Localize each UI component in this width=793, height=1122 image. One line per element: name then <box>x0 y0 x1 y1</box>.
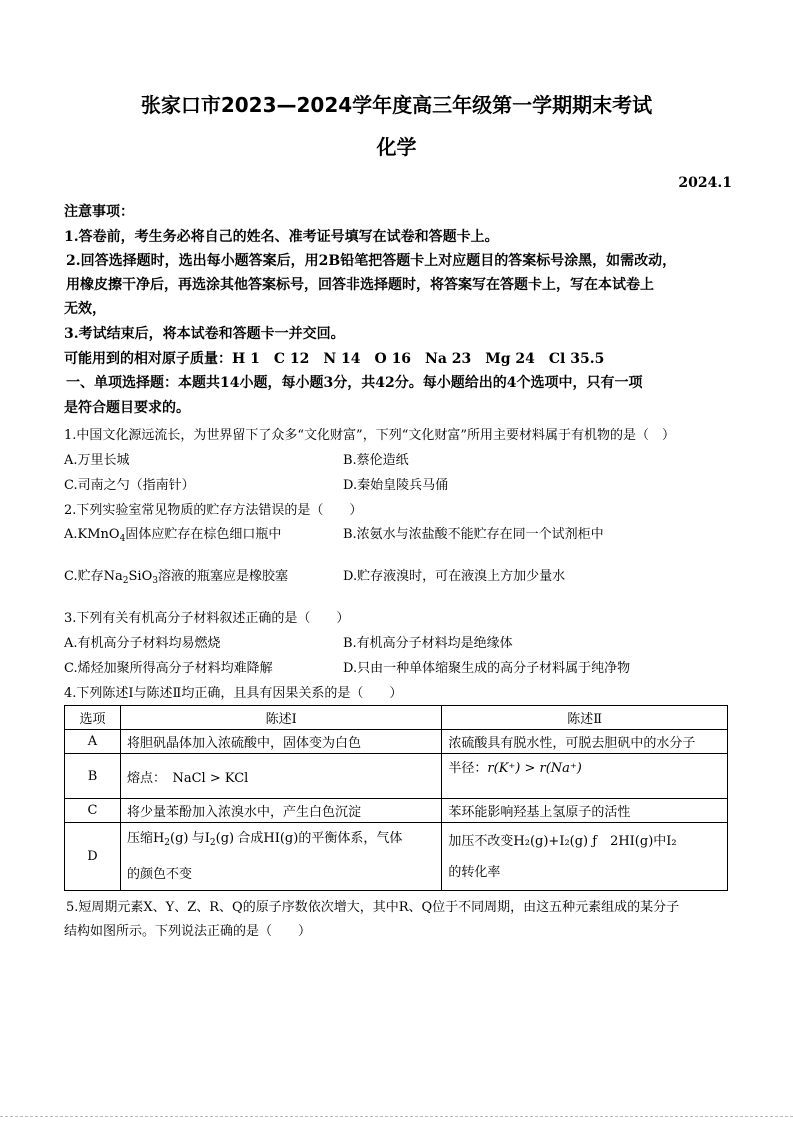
d-s1-formula-i: I <box>204 831 210 846</box>
q2-a-subscript: 4 <box>119 534 126 544</box>
note-2-line-3: 无效， <box>64 301 106 317</box>
d-s2-prefix: 加压不改变 <box>448 833 514 849</box>
q2-c-formula-2: SiO <box>128 569 153 584</box>
d-s1-synth: 合成 <box>237 831 264 846</box>
q4-table <box>64 705 728 891</box>
d-s1-state-1: (g) <box>170 831 189 846</box>
note-3: 3.考试结束后，将本试卷和答题卡一并交回。 <box>64 326 345 342</box>
notes-heading: 注意事项： <box>64 204 134 220</box>
d-s1-formula-h: H <box>152 831 165 846</box>
q4-stem: 4.下列陈述Ⅰ与陈述Ⅱ均正确，且具有因果关系的是（ ） <box>64 686 403 701</box>
q1-option-d: D.秦始皇陵兵马俑 <box>343 478 449 493</box>
exam-date: 2024.1 <box>678 175 732 191</box>
section-heading-line-2: 是符合题目要求的。 <box>64 400 190 416</box>
row-a-statement-2: 浓硫酸具有脱水性，可脱去胆矾中的水分子 <box>442 730 728 754</box>
d-s1-formula-hi: HI(g) <box>263 831 299 846</box>
q2-c-subscript-1: 2 <box>122 576 129 586</box>
row-a-option: A <box>65 730 121 754</box>
note-2-line-2: 用橡皮擦干净后，再选涂其他答案标号，回答非选择题时，将答案写在答题卡上，写在本试卷上 <box>66 277 654 293</box>
row-b-statement-2 <box>442 754 728 799</box>
q2-option-d: D.贮存液溴时，可在液溴上方加少量水 <box>343 569 566 584</box>
q2-option-c <box>64 565 288 586</box>
row-c-statement-1: 将少量苯酚加入浓溴水中，产生白色沉淀 <box>120 799 441 823</box>
row-c-statement-2: 苯环能影响羟基上氢原子的活性 <box>442 799 728 823</box>
q2-stem: 2.下列实验室常见物质的贮存方法错误的是（ ） <box>64 503 363 518</box>
row-b-s2-prefix: 半径： <box>448 761 488 776</box>
row-d-s2-line-2: 的转化率 <box>448 864 501 880</box>
row-d-option: D <box>65 823 121 891</box>
header-option: 选项 <box>65 706 121 730</box>
q2-c-subscript-2: 3 <box>152 576 158 586</box>
page-bottom-divider <box>0 1116 793 1117</box>
q2-a-prefix: A. <box>64 527 78 542</box>
table-header-row <box>65 706 728 730</box>
atomic-masses: 可能用到的相对原子质量：H 1 C 12 N 14 O 16 Na 23 Mg 24 Cl 35.5 <box>64 351 605 367</box>
q3-stem: 3.下列有关有机高分子材料叙述正确的是（ ） <box>64 611 350 626</box>
table-row <box>65 730 728 754</box>
q3-option-a: A.有机高分子材料均易燃烧 <box>64 636 221 651</box>
q1-option-c: C.司南之勺（指南针） <box>64 478 195 493</box>
row-a-statement-1: 将胆矾晶体加入浓硫酸中，固体变为白色 <box>120 730 441 754</box>
subject-title: 化学 <box>376 135 417 159</box>
row-d-s1-line-2: 的颜色不变 <box>126 867 192 882</box>
d-s1-and: 与 <box>191 831 205 846</box>
q2-a-formula: KMnO <box>77 527 120 542</box>
table-row <box>65 823 728 891</box>
row-d-s1-line-1 <box>127 823 435 859</box>
header-statement-1: 陈述Ⅰ <box>120 706 441 730</box>
d-s1-state-2: (g) <box>215 831 235 846</box>
row-d-statement-1 <box>120 823 441 891</box>
q2-c-formula-1: Na <box>103 569 123 584</box>
row-b-s1-formula: NaCl > KCl <box>172 770 249 786</box>
q1-stem: 1.中国文化源远流长，为世界留下了众多“文化财富”，下列“文化财富”所用主要材料属于有机物的是（ ） <box>64 428 675 443</box>
q2-c-prefix: C.贮存 <box>64 569 104 584</box>
row-b-s1-prefix: 熔点： <box>126 770 166 786</box>
table-row <box>65 754 728 799</box>
d-s2-suffix: 中I₂ <box>653 833 677 849</box>
row-d-s2-line-1 <box>448 826 721 857</box>
d-s1-sub-1: 2 <box>164 838 171 848</box>
q3-option-d: D.只由一种单体缩聚生成的高分子材料属于纯净物 <box>343 661 631 676</box>
note-1: 1.答卷前，考生务必将自己的姓名、准考证号填写在试卷和答题卡上。 <box>64 229 499 245</box>
table-row <box>65 799 728 823</box>
q3-option-b: B.有机高分子材料均是绝缘体 <box>343 636 513 651</box>
row-d-statement-2 <box>442 823 728 891</box>
exam-title: 张家口市2023—2024学年度高三年级第一学期期末考试 <box>140 93 653 117</box>
row-b-s2-formula: r(K⁺) > r(Na⁺) <box>487 761 582 776</box>
q1-option-b: B.蔡伦造纸 <box>343 453 409 468</box>
note-2-line-1: 2.回答选择题时，选出每小题答案后，用2B铅笔把答题卡上对应题目的答案标号涂黑，如需改动， <box>66 253 677 269</box>
row-c-option: C <box>65 799 121 823</box>
q2-a-text: 固体应贮存在棕色细口瓶中 <box>125 527 282 542</box>
d-s1-sub-2: 2 <box>209 838 216 848</box>
q1-option-a: A.万里长城 <box>64 453 130 468</box>
q5-line-1: 5.短周期元素X、Y、Z、R、Q的原子序数依次增大，其中R、Q位于不同周期，由这五种元素组成的某分子 <box>66 900 680 915</box>
q3-option-c: C.烯烃加聚所得高分子材料均难降解 <box>64 661 273 676</box>
d-s1-prefix: 压缩 <box>126 831 153 846</box>
q5-line-2: 结构如图所示。下列说法正确的是（ ） <box>64 924 312 939</box>
q2-option-a <box>64 523 281 544</box>
q2-c-text: 溶液的瓶塞应是橡胶塞 <box>157 569 288 584</box>
section-heading-line-1: 一、单项选择题：本题共14小题，每小题3分，共42分。每小题给出的4个选项中，只有一项 <box>66 375 643 391</box>
row-b-option: B <box>65 754 121 799</box>
header-statement-2: 陈述Ⅱ <box>442 706 728 730</box>
q2-option-b: B.浓氨水与浓盐酸不能贮存在同一个试剂柜中 <box>343 527 604 542</box>
row-b-statement-1 <box>120 754 441 799</box>
d-s1-suffix: 的平衡体系，气体 <box>298 831 403 846</box>
d-s2-equation: H₂(g)+I₂(g) ƒ 2HI(g) <box>513 833 654 849</box>
